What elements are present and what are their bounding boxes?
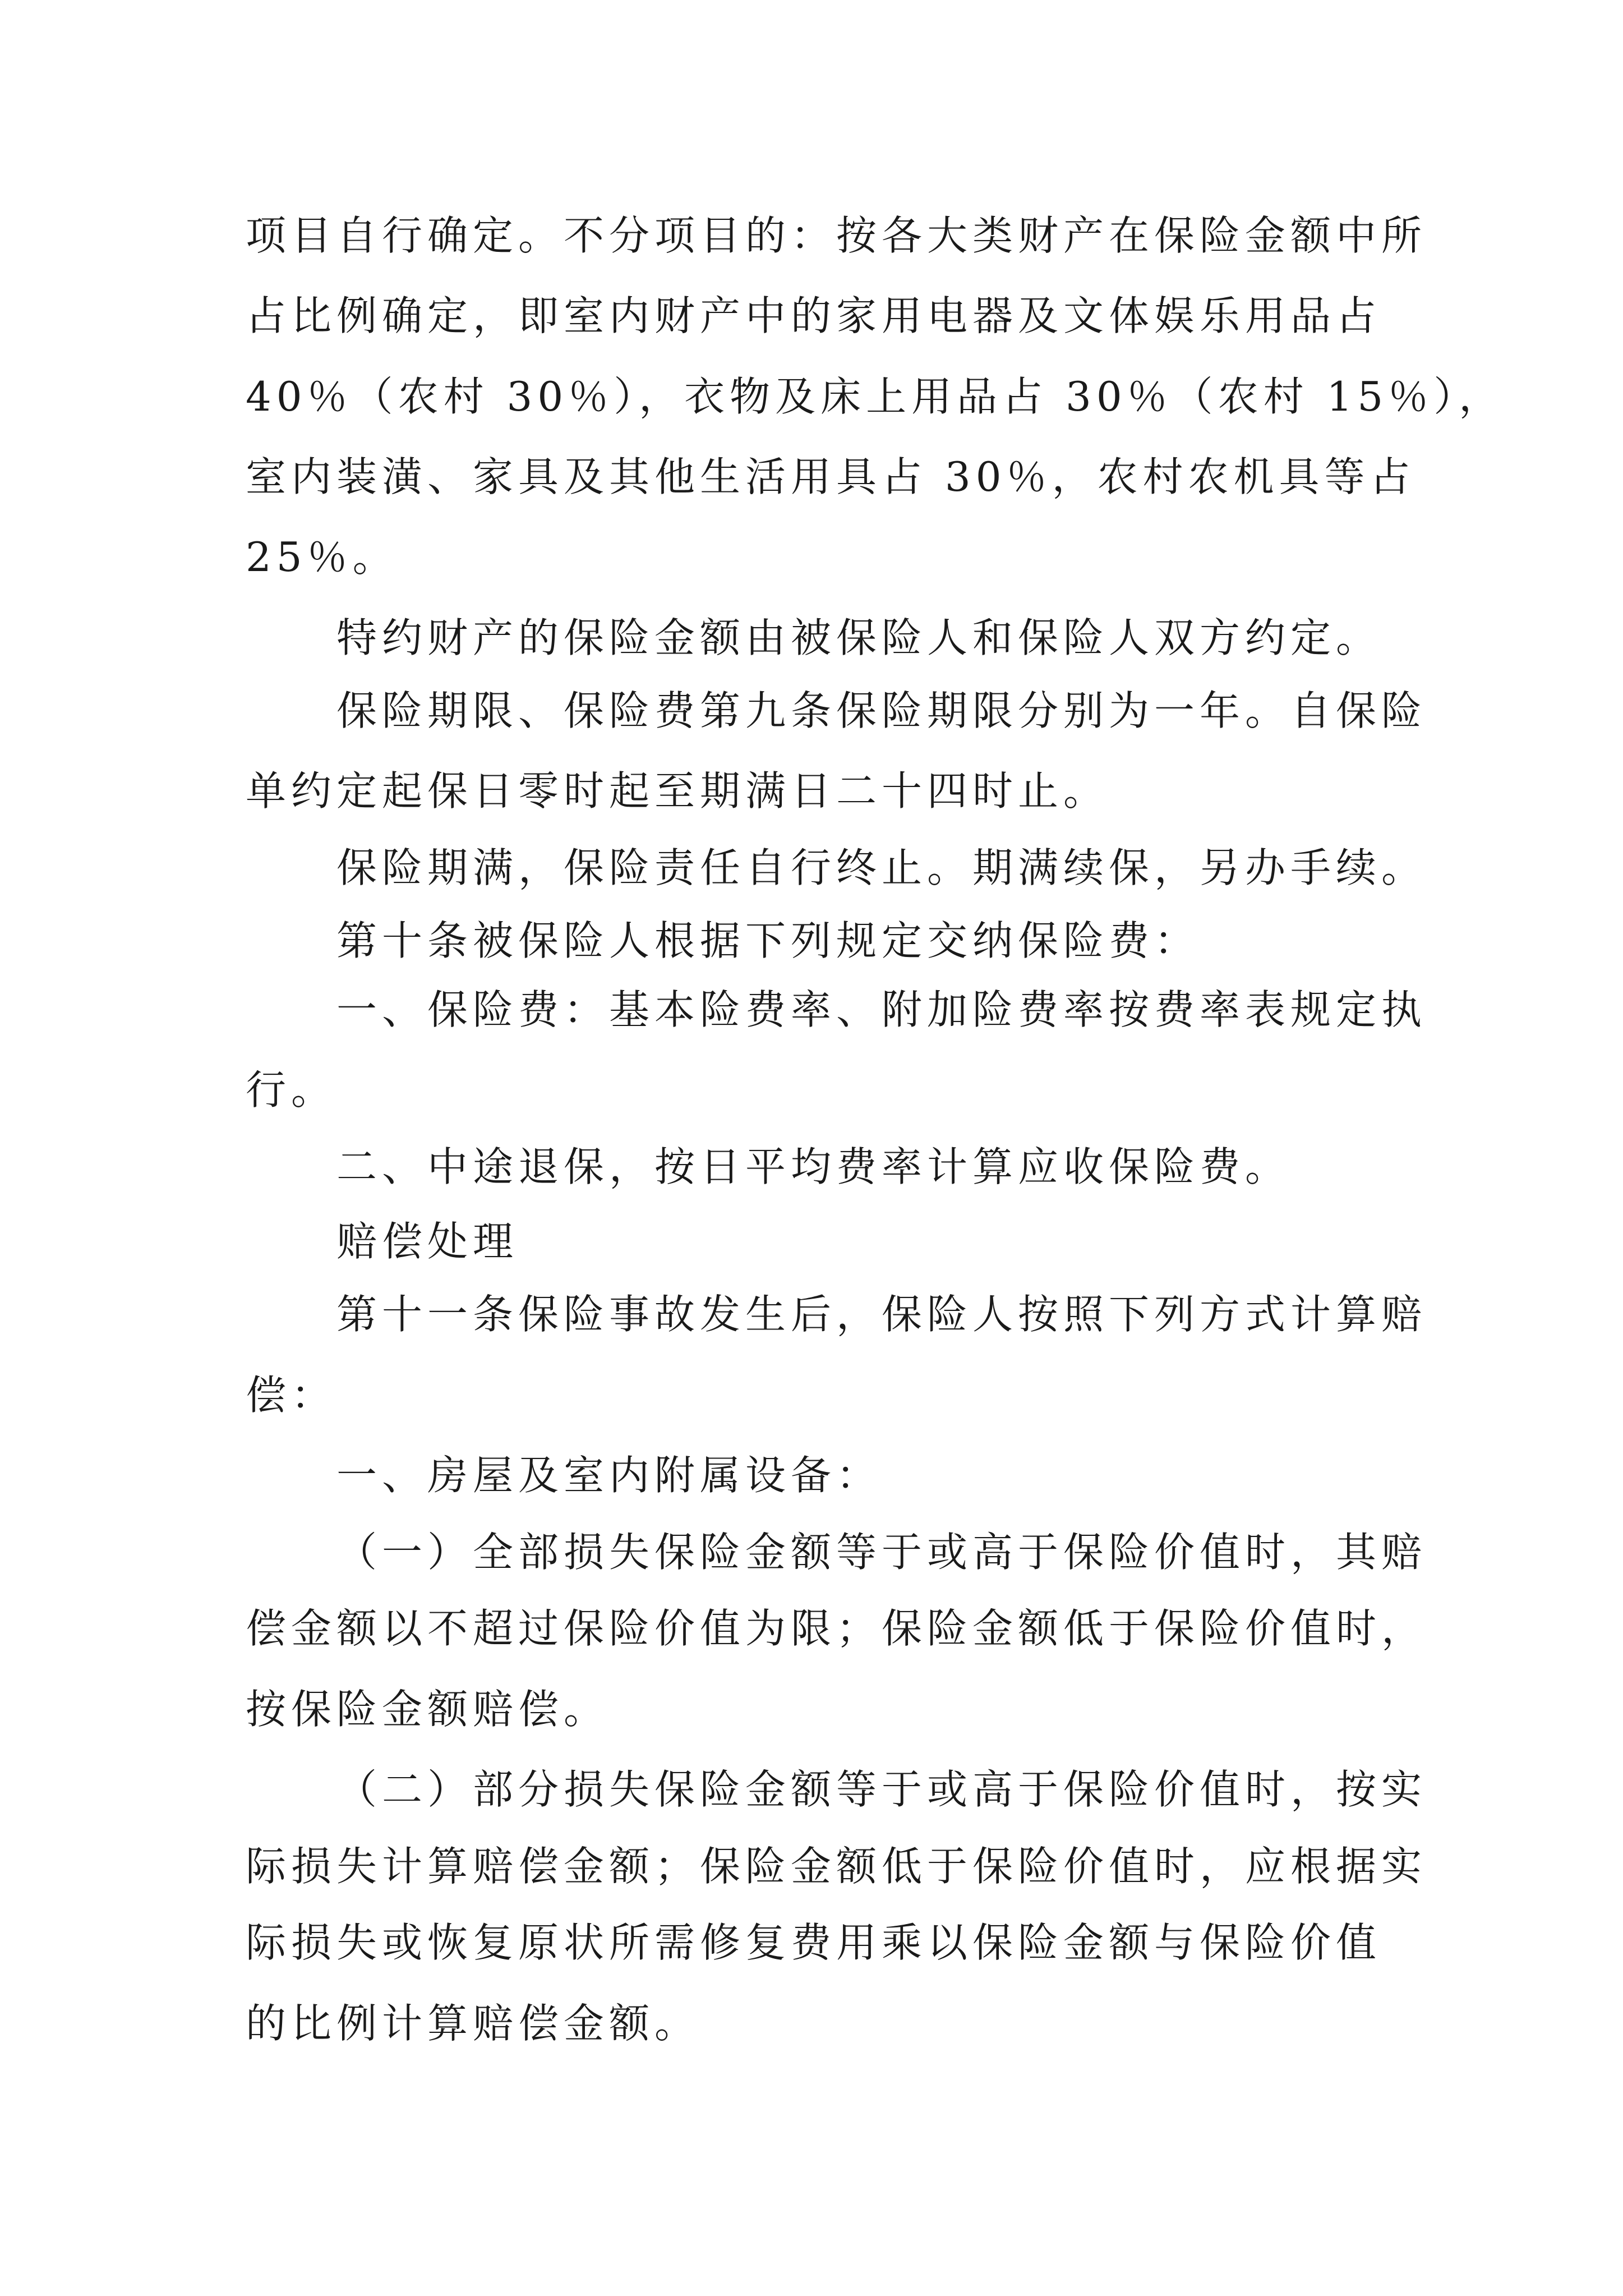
text-line: 第十条被保险人根据下列规定交纳保险费： — [336, 917, 1200, 964]
section-heading: 赔偿处理 — [336, 1218, 519, 1265]
text-line: 室内装潢、家具及其他生活用具占 30％，农村农机具等占 — [246, 453, 1415, 500]
text-line: 一、保险费：基本险费率、附加险费率按费率表规定执 — [336, 986, 1427, 1033]
text-line: 行。 — [246, 1066, 337, 1114]
text-line: 际损失计算赔偿金额；保险金额低于保险价值时，应根据实 — [246, 1843, 1427, 1890]
text-line: 际损失或恢复原状所需修复费用乘以保险金额与保险价值 — [246, 1919, 1382, 1966]
text-line: 偿金额以不超过保险价值为限；保险金额低于保险价值时， — [246, 1605, 1427, 1652]
text-line: （二）部分损失保险金额等于或高于保险价值时，按实 — [336, 1766, 1427, 1813]
text-line: 第十一条保险事故发生后，保险人按照下列方式计算赔 — [336, 1291, 1427, 1338]
text-line: 的比例计算赔偿金额。 — [246, 2000, 700, 2047]
text-line: 偿： — [246, 1372, 337, 1419]
text-line: 项目自行确定。不分项目的：按各大类财产在保险金额中所 — [246, 212, 1427, 259]
text-line: 单约定起保日零时起至期满日二十四时止。 — [246, 767, 1109, 815]
text-line: 二、中途退保，按日平均费率计算应收保险费。 — [336, 1143, 1291, 1190]
text-line: 保险期限、保险费第九条保险期限分别为一年。自保险 — [336, 687, 1427, 734]
text-line: 特约财产的保险金额由被保险人和保险人双方约定。 — [336, 614, 1382, 661]
text-line: 按保险金额赔偿。 — [246, 1686, 610, 1733]
text-line: 一、房屋及室内附属设备： — [336, 1452, 882, 1499]
text-line: 保险期满，保险责任自行终止。期满续保，另办手续。 — [336, 844, 1427, 891]
text-line: 25％。 — [246, 533, 398, 581]
text-line: 40％（农村 30％），衣物及床上用品占 30％（农村 15％）， — [246, 373, 1505, 420]
text-line: （一）全部损失保险金额等于或高于保险价值时，其赔 — [336, 1529, 1427, 1576]
text-line: 占比例确定，即室内财产中的家用电器及文体娱乐用品占 — [246, 292, 1382, 339]
